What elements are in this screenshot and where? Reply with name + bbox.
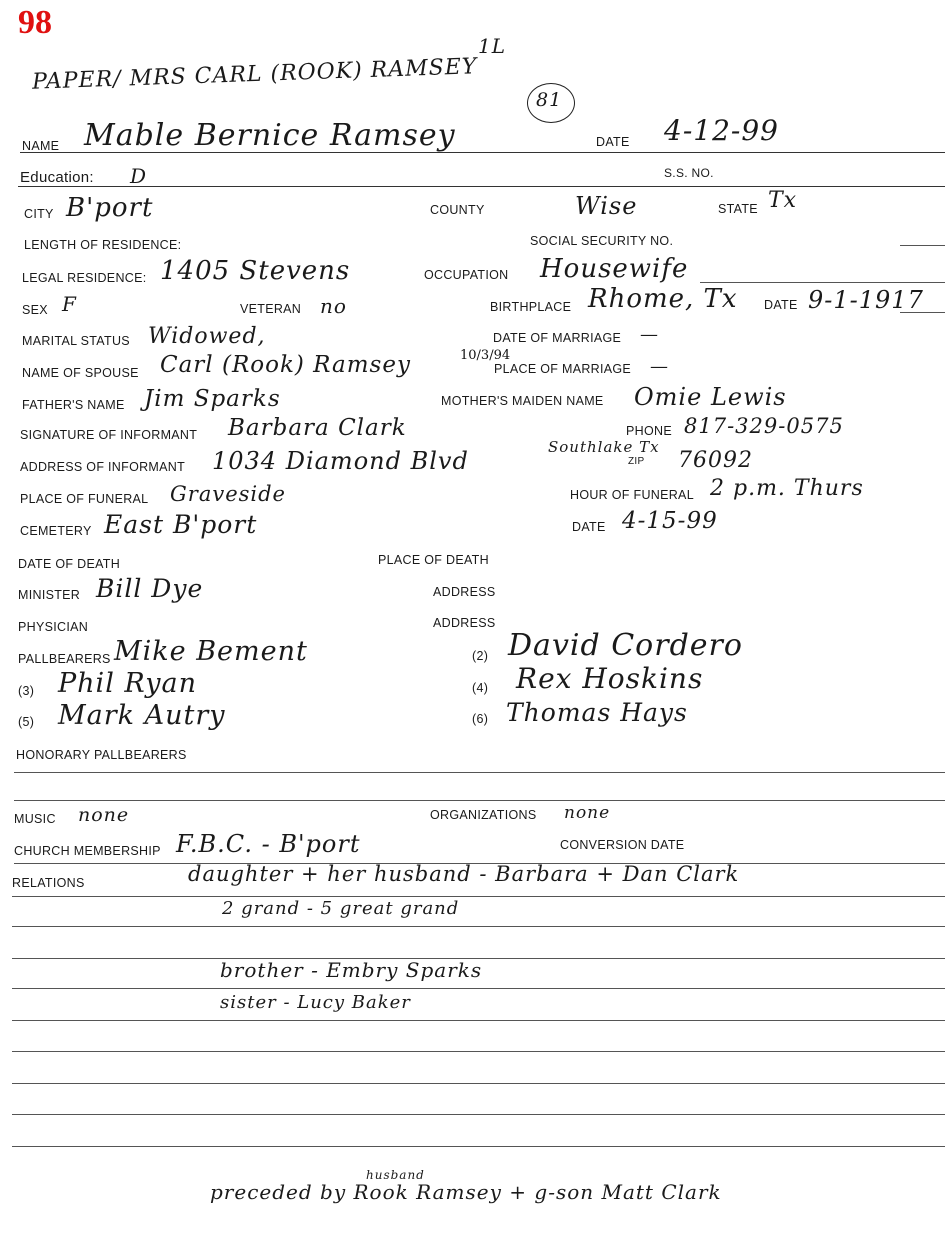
occupation-line	[700, 282, 945, 283]
cemetery-date-label: DATE	[572, 520, 606, 534]
birthplace-label: BIRTHPLACE	[490, 300, 572, 314]
pallbearer-1: Mike Bement	[114, 636, 308, 667]
pallbearer-4: Rex Hoskins	[516, 662, 704, 695]
relation-line-4: sister - Lucy Baker	[220, 992, 411, 1013]
zip-value: 76092	[678, 448, 753, 473]
relations-rule-7	[12, 1083, 945, 1084]
pallbearer-6-number: (6)	[472, 712, 489, 726]
occupation-label: OCCUPATION	[424, 268, 509, 282]
informant-label: SIGNATURE OF INFORMANT	[20, 428, 198, 442]
name-label: NAME	[22, 139, 60, 153]
sex-label: SEX	[22, 303, 48, 317]
footer-preceded: preceded by Rook Ramsey + g-son Matt Clark	[210, 1180, 722, 1204]
phone-value: 817-329-0575	[684, 414, 844, 438]
marriage-date-label: DATE OF MARRIAGE	[493, 331, 622, 345]
education-label: Education:	[20, 169, 94, 186]
marriage-place-label: PLACE OF MARRIAGE	[494, 362, 632, 376]
music-value: none	[78, 804, 130, 826]
spouse-date-note: 10/3/94	[460, 348, 511, 363]
minister-value: Bill Dye	[96, 574, 204, 603]
physician-label: PHYSICIAN	[18, 620, 89, 634]
marital-value: Widowed,	[148, 324, 266, 349]
informant-city: Southlake Tx	[548, 438, 660, 456]
phone-label: PHONE	[626, 424, 672, 438]
birthdate-label: DATE	[764, 298, 798, 312]
legal-value: 1405 Stevens	[160, 256, 351, 286]
relations-rule-1	[12, 896, 945, 897]
death-date-label: DATE OF DEATH	[18, 557, 121, 571]
name-line	[20, 152, 945, 153]
relations-rule-5	[12, 1020, 945, 1021]
funeral-hour-value: 2 p.m. Thurs	[710, 476, 864, 501]
funeral-place-value: Graveside	[170, 482, 286, 506]
spouse-value: Carl (Rook) Ramsey	[160, 352, 411, 378]
zip-label: ZIP	[628, 456, 645, 467]
pallbearer-5-number: (5)	[18, 715, 35, 729]
relation-line-2: 2 grand - 5 great grand	[222, 898, 460, 919]
cemetery-date-value: 4-15-99	[622, 508, 718, 534]
marital-label: MARITAL STATUS	[22, 334, 130, 348]
pallbearer-2-number: (2)	[472, 649, 489, 663]
ss-label: S.S. NO.	[664, 166, 714, 180]
relations-rule-2	[12, 926, 945, 927]
relations-rule-9	[12, 1146, 945, 1147]
physician-address-label: ADDRESS	[433, 616, 496, 630]
relations-rule-6	[12, 1051, 945, 1052]
paper-note: PAPER/ MRS CARL (ROOK) RAMSEY	[31, 54, 478, 95]
state-label: STATE	[718, 202, 758, 216]
top-mark: 1L	[478, 34, 507, 58]
pallbearer-3-number: (3)	[18, 684, 35, 698]
address-informant-value: 1034 Diamond Blvd	[212, 447, 469, 475]
honorary-line-2	[14, 800, 945, 801]
education-line	[18, 186, 945, 187]
state-value: Tx	[768, 188, 798, 213]
social-label: SOCIAL SECURITY NO.	[530, 234, 674, 248]
father-value: Jim Sparks	[144, 386, 281, 412]
address-informant-label: ADDRESS OF INFORMANT	[20, 460, 186, 474]
informant-value: Barbara Clark	[228, 415, 407, 441]
county-label: COUNTY	[430, 203, 485, 217]
legal-label: LEGAL RESIDENCE:	[22, 271, 147, 285]
mother-label: MOTHER'S MAIDEN NAME	[441, 394, 604, 408]
birthdate-line	[900, 312, 945, 313]
date-label: DATE	[596, 135, 630, 149]
conversion-label: CONVERSION DATE	[560, 838, 685, 852]
marriage-place-value: —	[650, 356, 669, 377]
pallbearers-label: PALLBEARERS	[18, 652, 111, 666]
name-value: Mable Bernice Ramsey	[84, 118, 456, 153]
pallbearer-2: David Cordero	[508, 628, 743, 663]
spouse-label: NAME OF SPOUSE	[22, 366, 139, 380]
education-value: D	[130, 164, 148, 188]
music-label: MUSIC	[14, 812, 56, 826]
church-value: F.B.C. - B'port	[176, 830, 361, 858]
pallbearer-6: Thomas Hays	[506, 698, 688, 727]
funeral-hour-label: HOUR OF FUNERAL	[570, 488, 694, 502]
cemetery-label: CEMETERY	[20, 524, 92, 538]
veteran-value: no	[320, 294, 347, 318]
relations-label: RELATIONS	[12, 876, 85, 890]
page-number: 98	[18, 4, 52, 41]
father-label: FATHER'S NAME	[22, 398, 125, 412]
mother-value: Omie Lewis	[634, 383, 787, 411]
pallbearer-4-number: (4)	[472, 681, 489, 695]
city-value: B'port	[66, 193, 154, 223]
relation-line-3: brother - Embry Sparks	[220, 958, 483, 982]
social-line	[900, 245, 945, 246]
county-value: Wise	[575, 192, 638, 220]
relations-rule-8	[12, 1114, 945, 1115]
relations-rule-4	[12, 988, 945, 989]
organizations-value: none	[564, 803, 611, 823]
veteran-label: VETERAN	[240, 302, 302, 316]
relation-line-1: daughter + her husband - Barbara + Dan Clark	[188, 862, 740, 886]
funeral-place-label: PLACE OF FUNERAL	[20, 492, 149, 506]
occupation-value: Housewife	[540, 254, 689, 284]
marriage-date-value: —	[640, 324, 659, 345]
honorary-line	[14, 772, 945, 773]
city-label: CITY	[24, 207, 54, 221]
birthdate-value: 9-1-1917	[808, 286, 924, 314]
footer-insert: husband	[366, 1168, 425, 1182]
church-label: CHURCH MEMBERSHIP	[14, 844, 161, 858]
length-label: LENGTH OF RESIDENCE:	[24, 238, 182, 252]
organizations-label: ORGANIZATIONS	[430, 808, 537, 822]
birthplace-value: Rhome, Tx	[588, 284, 738, 314]
pallbearer-3: Phil Ryan	[58, 668, 198, 699]
circled-number: 81	[536, 89, 563, 111]
minister-label: MINISTER	[18, 588, 81, 602]
sex-value: F	[62, 292, 77, 316]
minister-address-label: ADDRESS	[433, 585, 496, 599]
pallbearer-5: Mark Autry	[58, 700, 226, 731]
date-value: 4-12-99	[664, 114, 779, 147]
honorary-label: HONORARY PALLBEARERS	[16, 748, 187, 762]
death-place-label: PLACE OF DEATH	[378, 553, 489, 567]
cemetery-value: East B'port	[104, 510, 258, 539]
